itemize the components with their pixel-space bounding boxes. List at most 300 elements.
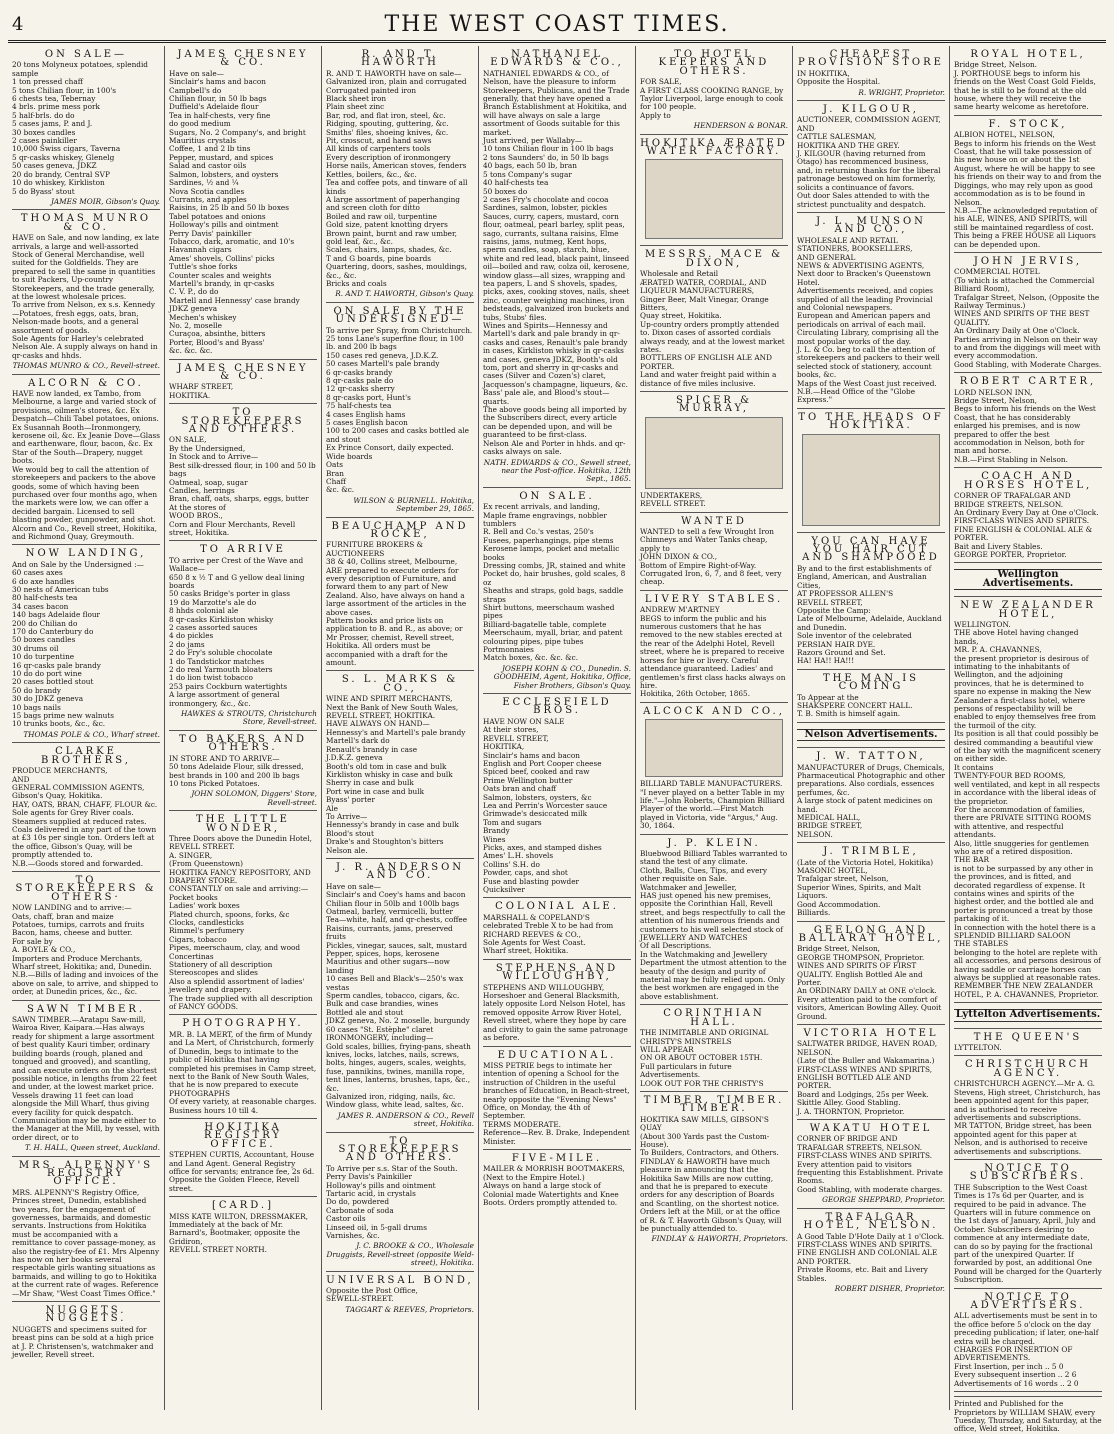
ad-line: Next door to Bracken's Queenstown Hotel. [797,269,931,287]
ad-line: HAVE ALWAYS ON HAND— [326,719,430,729]
ad-line: Begs to inform his friends on the West Coast, that he has considerably enlarged his premises, and is now prepared to offer the best accommodation in Nelson, both for man and horse. [954,404,1096,456]
ad-line: 2 tons Saunders' do, in 50 lb bags [483,152,609,162]
ad-line: (Next to the Empire Hotel.) [483,1172,585,1182]
ad-line: belonging to the hotel are replete with all accessories, and persons desirous of having saddle or carriage horses can always be supplied at reasonable rates. [954,947,1101,983]
advertisement [954,373,1102,468]
ad-line: Brown paint, burnt and raw umber, gold leaf, &c., &c. [326,228,458,246]
ad-heading: PHOTOGRAPHY. [182,1018,304,1030]
ad-line: Pipes, meerschaum, clay, and wood [169,943,301,953]
ad-line: TO arrive per Crest of the Wave and Wallace— [169,555,304,574]
ad-line: Ginger Beer, Malt Vinegar, Orange Bitters, [640,294,769,312]
ad-line: FOR SALE, [640,77,682,87]
ad-line: 5 qr-casks whiskey, Glenelg [12,152,115,162]
ad-line: Pit, crosscut, and hand saws [326,136,432,146]
ad-line: 60 cases "St. Estèphe" claret [326,1024,434,1034]
ad-line: Kettles, boilers, &c., &c. [326,169,417,179]
ad-line: By and to the first establishments of England, American, and Australian Cities, [797,563,932,590]
ad-line: All kinds of carpenters tools [326,144,431,154]
ad-line: Fusees, paperhangings, pipe stems [483,535,614,545]
ad-line: 170 do Canterbury do [12,627,94,636]
ad-line: To Arrive— [326,811,368,821]
ad-line: Window glass, white lead, saltes, &c. [326,1100,464,1110]
advertisement [954,116,1102,253]
ad-line: Chilian flour in 50lb and 100lb bags [326,898,460,908]
ad-heading: NATHANIEL EDWARDS & CO., [490,49,624,69]
ad-line: 1 do lion twist tobacco [169,673,253,683]
ad-line: Castor oils [326,1214,366,1224]
ad-line: 650 8 x ½ T and G yellow deal lining boards [169,572,305,590]
ad-line: Oatmeal, barley, vermicelli, butter [326,907,454,916]
ad-line: Quay street, Hokitika. [640,311,722,321]
ad-signature: THOMAS POLE & CO., Wharf street. [23,729,160,739]
ad-line: Smiths' files, shoeing knives, &c. [326,127,449,137]
ad-line: TERMS MODERATE. [483,1119,561,1129]
ad-heading: VICTORIA HOTEL [803,1027,939,1039]
ad-heading: WANTED [681,515,747,527]
ad-line: MAILER & MORRISH BOOTMAKERS, [483,1164,625,1174]
ad-line: 80 half-chests tea [12,593,78,603]
ad-line: (From Queenstown) [169,859,243,869]
ad-line: Tea and coffee pots, and tinware of all kinds [326,178,468,196]
ad-heading: NUGGETS. NUGGETS. [45,1305,127,1325]
advertisement [797,1025,945,1120]
ad-line: 40 bags, each 50 lb, bran [483,161,577,171]
ad-line: Corrugated Iron, 6, 7, and 8 feet, very cheap. [640,569,782,587]
advertisement [12,545,160,743]
ad-line: Tea in half-chests, very fine [169,110,271,120]
ad-line: Porter, Blood's and Byass' [169,337,265,347]
ad-line: Prime Wellington butter [483,775,573,785]
ad-line: do good medium [169,119,231,129]
ad-line: MR. P. A. CHAVANNES, [954,645,1042,655]
ad-line: 5 tons Chilian flour, in 100's [12,85,117,95]
ad-signature: ROBERT DISHER, Proprietor. [834,1283,945,1293]
ad-line: Curaçoa, absinthe, bitters [169,329,266,339]
ad-line: Byass' porter [326,795,375,805]
ad-line: with attentive, and respectful attendants. [954,821,1064,840]
ad-line: REMEMBER THE NEW ZEALANDER HOTEL, P. A. CHAVANNES, Proprietor. [954,981,1099,999]
ad-line: 253 pairs Cockburn watertights [169,681,288,691]
ad-line: 50 boxes do [483,186,528,196]
ad-line: Billiards. [797,908,831,918]
ad-line: Bottom of Empire Right-of-Way. [640,560,757,570]
ad-line: THE STABLES [954,939,1009,949]
ad-line: Galvanized iron, plain and corrugated [326,77,467,87]
advertisement [797,101,945,213]
ad-line: Plain sheet zinc [326,102,385,112]
ad-line: Grimwade's desiccated milk [483,809,588,819]
ad-line: 1 ton pressed chaff [12,77,83,87]
ad-line: And on Sale by the Undersigned :— [12,559,144,569]
ad-line: Parties arriving in Nelson on their way to and from the diggings will meet with every accommodation. [954,334,1101,361]
ad-line: Havannah cigars [169,245,232,255]
ad-line: ANDREW M'ARTNEY [640,605,720,615]
ad-line: First Insertion, per inch .. 5 0 [954,1361,1064,1371]
ad-line: 2 do real Yarmouth bloaters [169,665,273,675]
advertisement [483,1150,631,1210]
ad-line: Raisins, in 25 lb and 50 lb boxes [169,203,289,213]
ad-line: 20 do brandy, Central SVP [12,169,110,179]
ad-line: Have on sale— [169,68,224,78]
ad-line: Bridge Street, Nelson. [954,60,1037,70]
ad-line: is not to be surpassed by any other in the provinces, and is fitted, and decorated regardless of expense. It contains wines and spirits of the highest order, and the bottled ale and porter is pronounced a treat by those partaking of it. [954,863,1094,924]
ad-line: 34 cases bacon [12,601,69,611]
ad-line: UNDERTAKERS, [640,490,703,500]
ad-heading: S. L. MARKS & CO., [341,674,459,694]
ad-line: T and G boards, pine boards [326,253,431,263]
ad-line: Hennessy's and Martell's pale brandy [326,727,466,737]
ad-line: WINE AND SPIRIT MERCHANTS, [326,694,453,704]
column-3 [322,46,479,1410]
ad-heading: CLARKE BROTHERS, [41,746,131,766]
ad-heading: ON SALE— [44,49,128,60]
masthead [8,8,1106,40]
advertisement [797,1209,945,1297]
ad-line: Sole agents for Grey River coals. [12,808,134,818]
ad-line: C. V. P., do do [169,287,219,297]
ad-line: LOOK OUT FOR THE CHRISTY'S [640,1078,764,1088]
ad-line: Stationery of all description [169,960,273,970]
advertisement [954,468,1102,563]
ad-line: 10 tons Picked Potatoes. [169,778,260,788]
ad-line: Sinclair's hams and bacon [483,750,580,760]
ad-line: 10 do whiskey, Kirkliston [12,178,105,188]
ad-line: NATHANIEL EDWARDS & CO., of Nelson, have the pleasure to inform Storekeepers, Publicans, and the Trade generally, that they have opened a Branch Establishment at Hokitika, and will have always on sale a large assortment of Goods suitable for this market. [483,68,630,137]
advertisement [640,835,788,1006]
advertisement [954,1056,1102,1159]
ad-line: Sperm candles, tobacco, cigars, &c. [326,991,460,1001]
ad-line: HAY, OATS, BRAN, CHAFF, FLOUR &c. [12,799,158,809]
ad-line: Bottled ale and stout [326,1007,404,1017]
column-7 [950,46,1106,1434]
ad-heading: TO THE HEADS OF HOKITIKA. [798,411,944,432]
ad-line: Have on sale— [326,881,381,891]
ad-line: 10 bags nails [12,702,61,712]
ad-line: Cigars, tobacco [169,934,227,944]
ad-line: NEWS & ADVERTISING AGENTS, [797,260,925,270]
ad-line: Sherry in case and bulk [326,778,414,788]
ad-line: (Late of the Victoria Hotel, Hokitika) [797,857,934,867]
ad-line: 50 casks Bridge's porter in glass [169,589,290,599]
ad-line: 4 brls. prime mess pork [12,102,100,112]
ad-line: Quicksilver [483,885,525,894]
ad-line: 10 tons Chilian flour in 100 lb bags [483,144,614,154]
ad-line: Perry Davis' painkiller [169,228,252,238]
ad-line: Campbell's do [169,85,222,95]
advertisement [483,1047,631,1150]
ad-line: BOTTLERS OF ENGLISH ALE AND PORTER. [640,353,772,371]
ad-heading: NOW LANDING, [25,548,147,560]
ad-line: "I never played on a better Table in my life."—John Roberts, Champion Billiard Player of the world.—First Match played in Victoria, vide "Argus," Aug. 30, 1864. [640,787,785,831]
ad-line: Hokitika, 26th October, 1865. [640,689,751,699]
ad-line: Maple frame engravings, nobbler tumblers [483,510,607,528]
ad-line: GEORGE THOMPSON, Proprietor. [797,952,925,962]
advertisement [954,1029,1102,1057]
ad-line: 2 do jams [169,639,205,649]
ad-line: HAVE on Sale, and now landing, ex late arrivals, a large and well-assorted Stock of General Merchandise, well suited for the Goldfields. They are prepared to sell the same in quantities to suit Packers, Up-country Storekeepers, and the trade generally, at the lowest wholesale prices. [12,233,160,301]
ad-line: Raisins, currants, jams, preserved fruits [326,923,453,942]
ad-line: Quartering, doors, sashes, mouldings, &c., &c. [326,262,467,280]
ad-line: J. A. THORNTON, Proprietor. [797,1106,905,1116]
ad-line: Watchmaker and Jeweller, [640,882,737,892]
ad-line: 5 cases jams, P. and J. [12,119,93,129]
ad-line: MR TATTON, Bridge street, has been appointed agent for this paper at Nelson, and is authorised to receive advertisements and subscriptions. [954,1121,1092,1156]
ad-line: Gold scales, billies, frying-pans, sheath knives, locks, latches, nails, screws, bolts, hinges, augers, scales, weights, fuse, pannikins, twines, manilla rope, tent lines, lanterns, brushes, taps, &c., &c. [326,1041,471,1093]
ad-line: Every subsequent insertion .. 2 6 [954,1370,1077,1380]
ad-line: Holloway's pills and ointment [169,220,279,230]
ad-line: A. SINGER, [169,850,213,860]
ad-line: STEPHEN CURTIS, Accountant, House and Land Agent. General Registry office for servants; entrance fee, 2s 6d. [169,1150,315,1176]
ad-line: Superior Wines, Spirits, and Malt Liquors. [797,882,922,901]
ad-line: 10 cases Bell and Black's—250's wax vestas [326,974,464,992]
ad-line: A large assortment of paperhanging and screen cloth for ditto [326,194,460,213]
ad-line: Port wine in case and bulk [326,786,425,796]
advertisement [954,563,1102,597]
ad-line: Every description of ironmongery [326,152,451,162]
advertisement [483,694,631,898]
ad-heading: THE LITTLE WONDER, [196,814,290,834]
ad-line: Maps of the West Coast just received. [797,378,937,388]
ad-line: A. BOYLE & CO., [12,945,76,955]
ad-line: ARE prepared to execute orders for every description of Furniture, and forward them to any part of New Zealand. Also, have always on hand a large assortment of the articles in the above cases. [326,565,467,617]
ad-line: Oatmeal, soap, sugar [169,477,248,487]
ad-line: JDKZ geneva, No. 2 moselle, burgundy [326,1016,470,1026]
ad-line: 30 boxes candles [12,127,76,137]
ad-line: Tabel potatoes and onions [169,211,266,221]
ad-line: the present proprietor is desirous of intimating to the inhabitants of Wellington, and the adjoining provinces, that he is determined to spare no expense in making the New Zealander a first-class hotel, where persons of respectability will be enabled to enjoy themselves free from the turmoil of the city. [954,653,1096,730]
ad-line: Billiard-bagatelle table, complete [483,619,607,629]
ad-line: Black sheet iron [326,94,387,104]
ad-line: HA! HA!! HA!!! [797,656,855,666]
ad-line: 50 boxes candles [12,635,76,645]
ad-line: THE INIMITABLE AND ORIGINAL [640,1028,769,1038]
advertisement [326,518,474,672]
ad-line: Tea—white, half, and qr-chests, coffee [326,915,468,925]
advertisement [797,1120,945,1209]
ad-line: NELSON. [797,829,833,839]
advertisement [797,46,945,101]
masthead-rule [8,40,1106,43]
advertisement [797,533,945,670]
ad-line: HOKITIKA FANCY REPOSITORY, AND DRAPERY STORE. [169,867,311,885]
ad-line: N.B.—Head Office of the "Globe Express." [797,387,916,405]
ad-line: Out door Sales attended to with the strictest punctuality and despatch. [797,191,930,209]
advertisement [169,404,317,541]
ad-line: Plated church, spoons, forks, &c [169,909,290,919]
ad-line: R. Bell and Co.'s vestas, 250's [483,527,594,537]
ad-line: 10 do do port wine [12,669,82,679]
ad-line: An Ordinary Daily at One o'Clock. [954,326,1080,336]
ad-line: FINE ENGLISH AND COLONIAL ALE AND PORTER. [797,1248,938,1266]
ad-line: Also a splendid assortment of ladies' jewellery and drapery. [169,976,305,995]
ad-heading: [CARD.] [211,1200,275,1212]
ad-line: 75 half-chests tea [326,401,392,411]
ad-line: RICHARD REEVES & CO., [483,929,581,939]
ad-line: Wharf street, Hokitika. [483,946,569,956]
ad-line: TWENTY-FOUR BED ROOMS, [954,771,1066,781]
ad-line: Full particulars in future Advertisements. [640,1061,732,1080]
ad-line: Gold size, patent knotting dryers [326,220,448,230]
ad-line: Renault's brandy in case [326,744,418,754]
ad-line: An ORDINARY DAILY at ONE o'clock. [797,986,937,996]
ad-heading: MESSRS. MACE & DIXON, [645,249,783,269]
ad-signature: THOMAS MUNRO & CO., Revell-street. [12,361,160,371]
ad-heading: R. AND T. HAWORTH [361,49,439,69]
ad-line: Spiced beef, cooked and raw [483,767,590,777]
ad-line: Kerosene lamps, pocket and metallic books [483,544,620,562]
ad-line: Advertisements of 16 words .. 2 0 [954,1378,1079,1388]
billiard-table-image [645,719,783,777]
ad-line: Orders left at the Mill, or at the office of R. & T. Haworth Gibson's Quay, will be punctually attended to. [640,1207,782,1234]
advertisement [954,1289,1102,1392]
ad-signature: R. AND T. HAWORTH, Gibson's Quay. [335,289,474,299]
ad-line: A Good Table D'Hote Daily at 1 o'Clock. [797,1231,945,1241]
ad-line: FIRST-CLASS WINES AND SPIRITS. [797,1239,933,1249]
ad-line: Wide boards [326,451,373,461]
ad-line: Three Doors above the Dunedin Hotel, REVELL STREET. [169,833,312,852]
ad-line: CONSTANTLY on sale and arriving:— [169,884,309,894]
ad-line: SALTWATER BRIDGE, HAVEN ROAD, NELSON. [797,1039,938,1057]
ad-line: FINDLAY & HAWORTH have much pleasure in announcing that the Hokitika Saw Mills are now cutting, and that he is prepared to execute orders for any description of Boards and Scantling, on the shortest notice. [640,1156,780,1208]
ad-line: Match boxes, &c. &c. &c. [483,653,579,663]
ad-line: BRIDGE STREET, [797,821,863,831]
ad-line: Mechen's whiskey [169,312,237,322]
ad-line: HOKITIKA, [483,742,525,752]
ad-heading: F. STOCK, [988,118,1068,130]
ad-line: LYTTELTON. [954,1043,1002,1053]
advertisement [12,872,160,1001]
ad-heading: YOU CAN HAVE YOU HAIR CUT AND SHAMPOOED [802,535,940,564]
ad-line: Nelson Ale and Porter in hhds. and qr-casks always on sale. [483,438,626,457]
advertisement [326,859,474,1133]
advertisement [640,591,788,703]
ad-line: MASONIC HOTEL, [797,866,868,876]
ad-heading: BEAUCHAMP AND ROCKE, [331,520,469,540]
ad-signature: JAMES R. ANDERSON & CO., Revell street, Hokitika. [337,1110,474,1129]
ad-line: Bluebwood Billiard Tables warranted to stand the test of any climate. [640,848,788,867]
ad-line: ON SALE, [169,435,207,445]
ad-line: Varnishes, &c. [326,1231,380,1241]
ad-heading: J. L. MUNSON AND CO., [816,215,926,236]
ad-line: Every attention paid to the comfort of visitors, American Bowling Alley. Quoit Ground. [797,994,942,1021]
advertisement [640,1005,788,1092]
ad-line: ALL advertisements must be sent in to the office before 5 o'clock on the day preceding publication; if later, one-half extra will be charged. [954,1311,1099,1346]
advertisement [640,135,788,247]
ad-line: HOKITIKA AND THE GREY. [797,140,900,150]
ad-line: 30 do JDKZ geneva [12,694,84,704]
ad-line: Nelson ale. [326,845,368,855]
ad-line: Circulating Library, comprising all the most popular works of the day. [797,328,939,346]
ad-line: It contains [954,762,994,772]
ad-line: Pocket do, hair brushes, gold scales, 8 oz [483,569,626,587]
ad-heading: STEPHENS AND WILLOUGHBY, [495,962,619,983]
ad-signature: TAGGART & REEVES, Proprietors. [345,1304,474,1314]
ad-line: HAVE now landed, ex Tambo, from Melbourne, a large and varied stock of provisions, oilmen's stores, &c. Ex Despatch—Chili Tabel potatoes, onions. Ex Susannah Booth—Ironmongery, kerosene oil, &c. Ex Jeanie Dove—Glass and earthenware, flour, bacon, &c. Ex Star of the South—Drapery, nugget boots. [12,389,160,466]
ad-line: European and American papers and periodicals on arrival of each mail. [797,311,931,329]
ad-line: Also, little snuggeries for gentlemen who are of a retired disposition. [954,838,1090,856]
ad-line: Sheaths and straps, gold bags, saddle straps [483,586,624,604]
ad-line: 50 cases geneva, JDKZ [12,161,97,171]
ad-line: Nova Scotia candles [169,186,245,196]
ad-line: Salmon, lobsters, and oysters [169,169,279,179]
ad-line: 10 trunks boots, &c., &c. [12,719,106,729]
ad-line: Importers and Produce Merchants, Wharf street, Hokitika; and, Dunedin. [12,953,152,972]
ad-line: JEWELLERY AND WATCHES [640,933,748,943]
ad-signature: J. C. BROOKE & CO., Wholesale Druggists, Revell-street (opposite Weld-street), Hokitika. [326,1241,474,1268]
ad-line: FURNITURE BROKERS & AUCTIONEERS [326,540,424,558]
advertisement [483,488,631,694]
ad-line: Bar, rod, and flat iron, steel, &c. [326,110,446,120]
ad-line: FINE ENGLISH & COLONIAL ALE & PORTER. [954,524,1093,543]
advertisement [326,303,474,518]
ad-line: REVELL STREET, [797,597,863,607]
ad-line: Holloway's pills and ointment [326,1180,436,1190]
ad-line: Skittle Alley. Good Stabling. [797,1098,901,1108]
advertisement [169,360,317,405]
ad-heading: JAMES CHESNEY & CO. [177,49,309,69]
ad-line: CHARGES FOR INSERTION OF ADVERTISEMENTS. [954,1345,1073,1363]
advertisement [483,46,631,488]
ad-line: Gibson's Quay, Hokitika. [12,791,103,801]
ad-line: MANUFACTURER of Drugs, Chemicals, Pharmaceutical Photographic and other preparations. Also cordials, essences perfumes, &c. [797,762,945,797]
ad-signature: NATH. EDWARDS & CO., Sewell street, near the Post-office. Hokitika, 12th Sept., 1865. [483,457,631,484]
ad-line: Ex recent arrivals, and landing, [483,502,600,512]
ad-signature: HAWKES & STROUTS, Christchurch Store, Revell-street. [180,709,317,727]
advertisement [954,597,1102,1003]
ad-line: In the Watchmaking and Jewellery Department the utmost attention to the beauty of the design and purity of material may be fully relied upon. Only the best workmen are engaged in the above establishment. [640,949,787,1001]
ad-heading: J. W. TATTON, [816,751,926,763]
ad-line: CATTLE SALESMAN, [797,132,877,142]
ad-line: AND [797,123,815,133]
advertisement [797,922,945,1025]
ad-line: MARSHALL & COPELAND'S celebrated Treble X to be had from [483,912,614,931]
ad-line: Razors Ground and Set. [797,647,886,657]
ad-line: SAWN TIMBER.—Aratapu Saw-mill, Wairoa River, Kaipara.—Has always ready for shipment a large assortment of best quality Kauri timber, ordinary building boards (rough, planed and tongued and grooved), and scantling, and can execute orders on the shortest possible notice, in lengths from 22 feet and under, at the lowest market price. Vessels drawing 11 feet can load alongside the Mill Wharf, thus giving every facility for quick despatch. Communication may be made either to the Manager at the Mill, by vessel, with order direct, or to [12,1015,160,1142]
ad-heading: THOMAS MUNRO & CO. [20,213,152,233]
advertisement [483,960,631,1047]
ad-line: Bricks and coals [326,278,387,288]
ad-line: Good Stabling, with moderate charges. [797,1184,943,1194]
ad-heading: UNIVERSAL BOND, [326,1274,474,1286]
ad-line: Blood's stout [326,828,374,838]
ad-line: REVELL STREET, [483,733,549,743]
ad-line: AND GENERAL [797,252,856,262]
advertisement [169,1197,317,1257]
advertisement [640,46,788,135]
ad-heading: TRAFALGAR HOTEL, NELSON. [803,1211,939,1232]
ad-signature: GEORGE SHEPPARD, Proprietor. [822,1195,945,1205]
ad-line: Ale [326,803,338,813]
ad-line: Collins' S.H. do [483,859,540,869]
ad-line: 8 qr-casks pale do [326,376,394,386]
ad-line: For sale by [12,936,53,946]
ad-line: Bulk and case brandies, wines [326,999,439,1009]
ad-line: The trade supplied with all description of FANCY GOODS. [169,993,313,1012]
ad-line: Sinclair's hams and bacon [169,77,266,87]
ad-heading: J. TRIMBLE, [823,846,919,858]
ad-line: Brandy [483,826,510,836]
ad-line: J. KILGOUR (having returned from Otago) has recommenced business, and, in returning thanks for the liberal patronage bestowed on him formerly, solicits a continuance of favors. [797,149,941,192]
ad-line: 6 chests tea, Tebernay [12,94,96,104]
ad-line: Mauritius crystals [169,136,237,146]
ad-line: Opposite the Camp: [797,605,871,615]
ad-line: ÆRATED WATER, CORDIAL, AND LIQUEUR MANUFACTURERS, [640,277,767,296]
ad-heading: SAWN TIMBER. [26,1003,146,1015]
advertisement [169,811,317,1015]
ad-line: N.B.—Bills of lading and invoices of the above on sale, to arrive, and shipped to order, at Dunedin prices, &c., &c. [12,970,159,997]
ad-line: HOKITIKA SAW MILLS, GIBSON'S QUAY [640,1114,769,1133]
ad-heading: JOHN JERVIS, [973,255,1083,267]
